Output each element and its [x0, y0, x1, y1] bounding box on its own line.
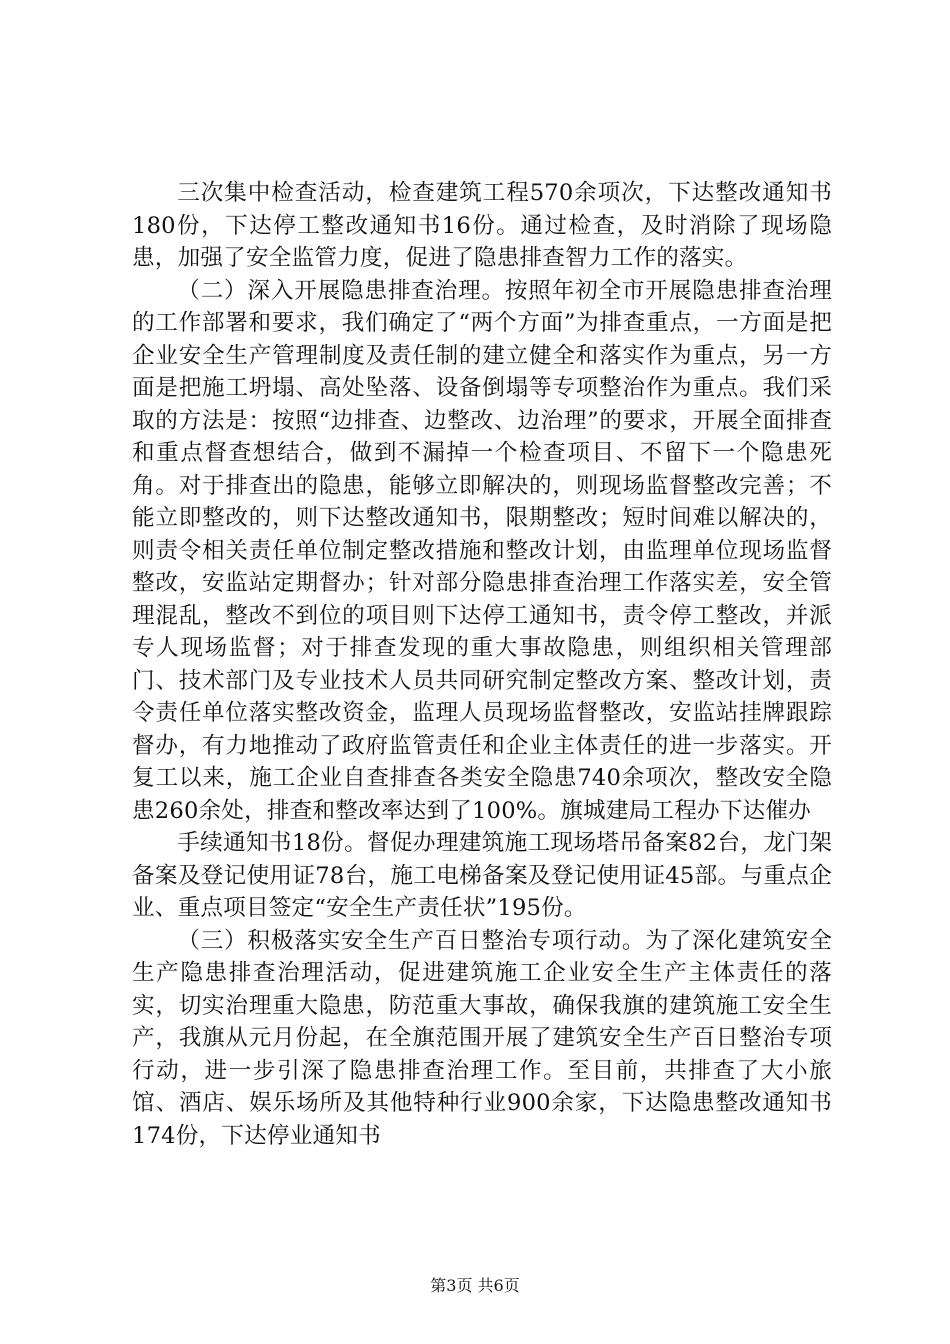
paragraph-inspection-summary: 三次集中检查活动，检查建筑工程570余项次，下达整改通知书180份，下达停工整改通知书16份。通过检查，及时消除了现场隐患，加强了安全监管力度，促进了隐患排查智力工作的落实。: [132, 180, 832, 271]
paragraph-hazard-investigation: （二）深入开展隐患排查治理。按照年初全市开展隐患排查治理的工作部署和要求，我们确定了“两个方面”为排查重点，一方面是把企业安全生产管理制度及责任制的建立健全和落实作为重点，另一方面是把施工坍塌、高处坠落、设备倒塌等专项整治作为重点。我们采取的方法是：按照“边排查、边整改、边治理”的要求，开展全面排查和重点督查想结合，做到不漏掉一个检查项目、不留下一个隐患死角。对于排查出的隐患，能够立即解决的，则现场监督整改完善；不能立即整改的，则下达整改通知书，限期整改；短时间难以解决的，则责令相关责任单位制定整改措施和整改计划，由监理单位现场监督整改，安监站定期督办；针对部分隐患排查治理工作落实差，安全管理混乱，整改不到位的项目则下达停工通知书，责令停工整改，并派专人现场监督；对于排查发现的重大事故隐患，则组织相关管理部门、技术部门及专业技术人员共同研究制定整改方案、整改计划，责令责任单位落实整改资金，监理人员现场监督整改，安监站挂牌跟踪督办，有力地推动了政府监管责任和企业主体责任的进一步落实。开复工以来，施工企业自查排查各类安全隐患740余项次，整改安全隐患260余处，排查和整改率达到了100%。旗城建局工程办下达催办: [132, 277, 832, 824]
paragraph-notice-filing: 手续通知书18份。督促办理建筑施工现场塔吊备案82台，龙门架备案及登记使用证78台，施工电梯备案及登记使用证45部。与重点企业、重点项目签定“安全生产责任状”195份。: [132, 830, 832, 921]
body-text: [132, 177, 832, 1152]
page-number-footer: 第3页 共6页: [430, 1276, 520, 1295]
paragraph-hundred-day-campaign: （三）积极落实安全生产百日整治专项行动。为了深化建筑安全生产隐患排查治理活动，促进建筑施工企业安全生产主体责任的落实，切实治理重大隐患，防范重大事故，确保我旗的建筑施工安全生产，我旗从元月份起，在全旗范围开展了建筑安全生产百日整治专项行动，进一步引深了隐患排查治理工作。至目前，共排查了大小旅馆、酒店、娱乐场所及其他特种行业900余家，下达隐患整改通知书174份，下达停业通知书: [132, 927, 832, 1149]
